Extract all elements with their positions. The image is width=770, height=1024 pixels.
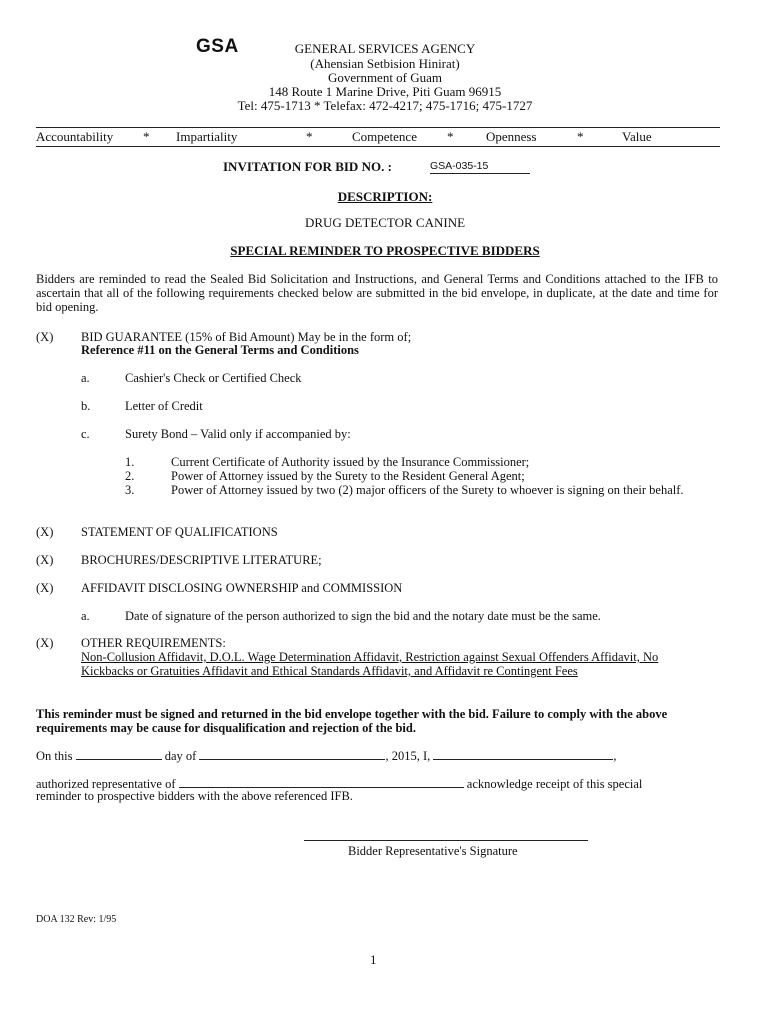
ack-line-3: reminder to prospective bidders with the above referenced IFB. [36, 789, 353, 803]
checkbox-mark: (X) [36, 330, 54, 344]
bid-guarantee-title: BID GUARANTEE (15% of Bid Amount) May be in the form of; [81, 330, 412, 344]
reminder-heading: SPECIAL REMINDER TO PROSPECTIVE BIDDERS [230, 243, 540, 258]
affidavit-note: Date of signature of the person authorized to sign the bid and the notary date must be the same. [125, 609, 601, 623]
gsa-logo: GSA [196, 36, 239, 57]
value-impartiality: Impartiality [176, 129, 238, 144]
value-value: Value [622, 129, 652, 144]
values-bottom-rule [36, 146, 720, 147]
day-blank[interactable] [76, 747, 162, 760]
ack-on-this: On this [36, 749, 73, 763]
value-competence: Competence [352, 129, 417, 144]
other-requirements-text: Non-Collusion Affidavit, D.O.L. Wage Determination Affidavit, Restriction against Sexual Offenders Affidavit, No Kickbacks or Gratuities Affidavit and Ethical Standards Affidavit, and Affidavit re Contingent Fees [81, 650, 659, 678]
surety-item-number: 3. [125, 483, 135, 497]
ack-line-1 [36, 747, 616, 764]
surety-item-power-officers: Power of Attorney issued by two (2) major officers of the Surety to whoever is signing on their behalf. [171, 483, 684, 497]
ifb-label: INVITATION FOR BID NO. : [223, 159, 392, 174]
value-separator: * [447, 129, 454, 144]
statement-of-qualifications: STATEMENT OF QUALIFICATIONS [81, 525, 278, 539]
checkbox-mark: (X) [36, 636, 54, 650]
value-accountability: Accountability [36, 129, 114, 144]
affidavit-ownership: AFFIDAVIT DISCLOSING OWNERSHIP and COMMISSION [81, 581, 403, 595]
value-separator: * [577, 129, 584, 144]
government-line: Government of Guam [327, 70, 443, 85]
affidavit-note-letter: a. [81, 609, 90, 623]
option-surety-bond: Surety Bond – Valid only if accompanied by: [125, 427, 351, 441]
ack-receipt: acknowledge receipt of this special [466, 777, 643, 791]
name-blank[interactable] [433, 747, 613, 760]
description-text: DRUG DETECTOR CANINE [304, 215, 466, 230]
option-letter: c. [81, 427, 90, 441]
checkbox-mark: (X) [36, 525, 54, 539]
month-blank[interactable] [199, 747, 385, 760]
brochures-literature: BROCHURES/DESCRIPTIVE LITERATURE; [81, 553, 322, 567]
signature-line[interactable] [304, 840, 588, 841]
option-letter: b. [81, 399, 91, 413]
form-code: DOA 132 Rev: 1/95 [36, 914, 117, 925]
ack-comma: , [613, 749, 617, 763]
intro-paragraph: Bidders are reminded to read the Sealed Bid Solicitation and Instructions, and General Terms and Conditions attached to the IFB to ascertain that all of the following requirements checked below are submitted in the bid envelope, in duplicate, at the date and time for bid opening. [36, 272, 718, 314]
checkbox-mark: (X) [36, 581, 54, 595]
ack-day-of: day of [164, 749, 197, 763]
bid-guarantee-reference: Reference #11 on the General Terms and Conditions [81, 343, 359, 357]
page-number: 1 [370, 952, 377, 967]
value-openness: Openness [486, 129, 537, 144]
surety-item-power-agent: Power of Attorney issued by the Surety to the Resident General Agent; [171, 469, 525, 483]
compliance-warning: This reminder must be signed and returned in the bid envelope together with the bid. Failure to comply with the above requirements may be cause for disqualification and rejection of the bid. [36, 707, 668, 735]
agency-name: GENERAL SERVICES AGENCY [294, 41, 476, 56]
value-separator: * [306, 129, 313, 144]
value-separator: * [143, 129, 150, 144]
option-letter-of-credit: Letter of Credit [125, 399, 203, 413]
surety-item-number: 1. [125, 455, 135, 469]
ack-year: , 2015, I, [385, 749, 431, 763]
other-requirements-title: OTHER REQUIREMENTS: [81, 636, 226, 650]
company-blank[interactable] [179, 775, 464, 788]
surety-item-number: 2. [125, 469, 135, 483]
option-letter: a. [81, 371, 90, 385]
agency-address: 148 Route 1 Marine Drive, Piti Guam 96915 [268, 84, 502, 99]
option-cashiers-check: Cashier's Check or Certified Check [125, 371, 302, 385]
description-heading: DESCRIPTION: [337, 189, 433, 204]
values-top-rule [36, 127, 720, 128]
surety-item-certificate: Current Certificate of Authority issued by the Insurance Commissioner; [171, 455, 530, 469]
signature-label: Bidder Representative's Signature [348, 844, 518, 858]
agency-phone: Tel: 475-1713 * Telefax: 472-4217; 475-1716; 475-1727 [237, 98, 533, 113]
ifb-number: GSA-035-15 [430, 160, 530, 174]
checkbox-mark: (X) [36, 553, 54, 567]
ack-authorized: authorized representative of [36, 777, 176, 791]
agency-native-name: (Ahensian Setbision Hinirat) [310, 56, 460, 71]
